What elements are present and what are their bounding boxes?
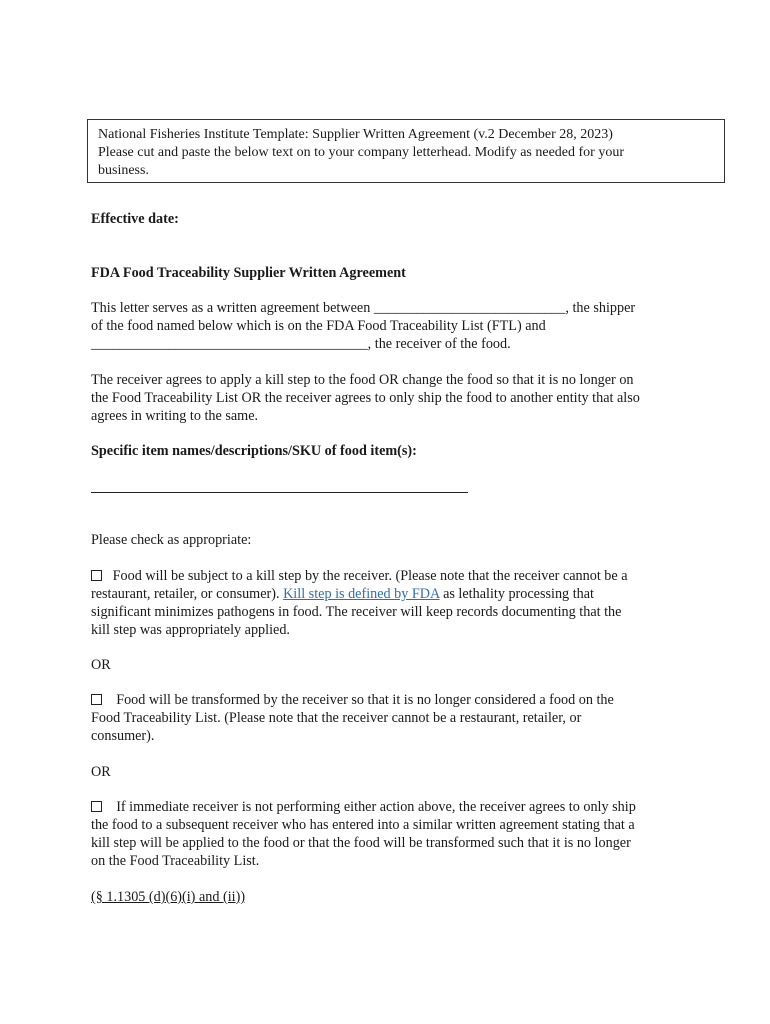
transform-checkbox[interactable] — [91, 694, 102, 705]
option-text: kill step was appropriately applied. — [91, 622, 290, 638]
intro-paragraph — [91, 299, 691, 353]
kill-step-definition-link[interactable]: Kill step is defined by FDA — [283, 586, 440, 602]
option-text: restaurant, retailer, or consumer). — [91, 586, 284, 602]
option-text: the food to a subsequent receiver who has entered into a similar written agreement stating that a — [91, 817, 635, 833]
template-notice-box — [87, 119, 725, 183]
option-text: If immediate receiver is not performing either action above, the receiver agrees to only ship — [116, 799, 636, 815]
option-transform — [91, 691, 691, 745]
intro-line: This letter serves as a written agreement between ___________________________, the shipper — [91, 300, 636, 316]
notice-line: National Fisheries Institute Template: Supplier Written Agreement (v.2 December 28, 2023) — [98, 127, 613, 142]
paragraph-line: the Food Traceability List OR the receiver agrees to only ship the food to another entity that also — [91, 390, 640, 406]
subsequent-receiver-checkbox[interactable] — [91, 801, 102, 812]
paragraph-line: agrees in writing to the same. — [91, 408, 259, 424]
option-subsequent-receiver — [91, 798, 691, 870]
or-separator: OR — [91, 764, 111, 780]
option-text: as lethality processing that — [439, 586, 594, 602]
regulation-citation: (§ 1.1305 (d)(6)(i) and (ii)) — [91, 889, 246, 905]
effective-date-label: Effective date: — [91, 211, 179, 227]
notice-line: business. — [98, 163, 149, 178]
kill-step-checkbox[interactable] — [91, 570, 102, 581]
or-separator: OR — [91, 657, 111, 673]
option-text: Food Traceability List. (Please note that the receiver cannot be a restaurant, retailer, or — [91, 710, 582, 726]
agreement-title: FDA Food Traceability Supplier Written Agreement — [91, 265, 406, 281]
notice-line: Please cut and paste the below text on to your company letterhead. Modify as needed for your — [98, 145, 625, 160]
option-kill-step — [91, 567, 691, 639]
option-text: on the Food Traceability List. — [91, 853, 260, 869]
check-instruction: Please check as appropriate: — [91, 532, 252, 548]
option-text: Food will be transformed by the receiver so that it is no longer considered a food on the — [116, 692, 614, 708]
receiver-agreement-paragraph — [91, 371, 691, 425]
paragraph-line: The receiver agrees to apply a kill step to the food OR change the food so that it is no longer on — [91, 372, 634, 388]
intro-line: _______________________________________, the receiver of the food. — [91, 336, 511, 352]
option-text: significant minimizes pathogens in food. The receiver will keep records documenting that the — [91, 604, 622, 620]
option-text: Food will be subject to a kill step by the receiver. (Please note that the receiver cannot be a — [112, 568, 628, 584]
items-input-line[interactable] — [91, 492, 468, 493]
intro-line: of the food named below which is on the FDA Food Traceability List (FTL) and — [91, 318, 546, 334]
option-text: consumer). — [91, 728, 155, 744]
items-heading: Specific item names/descriptions/SKU of food item(s): — [91, 443, 417, 459]
option-text: kill step will be applied to the food or that the food will be transformed such that it is no longer — [91, 835, 631, 851]
